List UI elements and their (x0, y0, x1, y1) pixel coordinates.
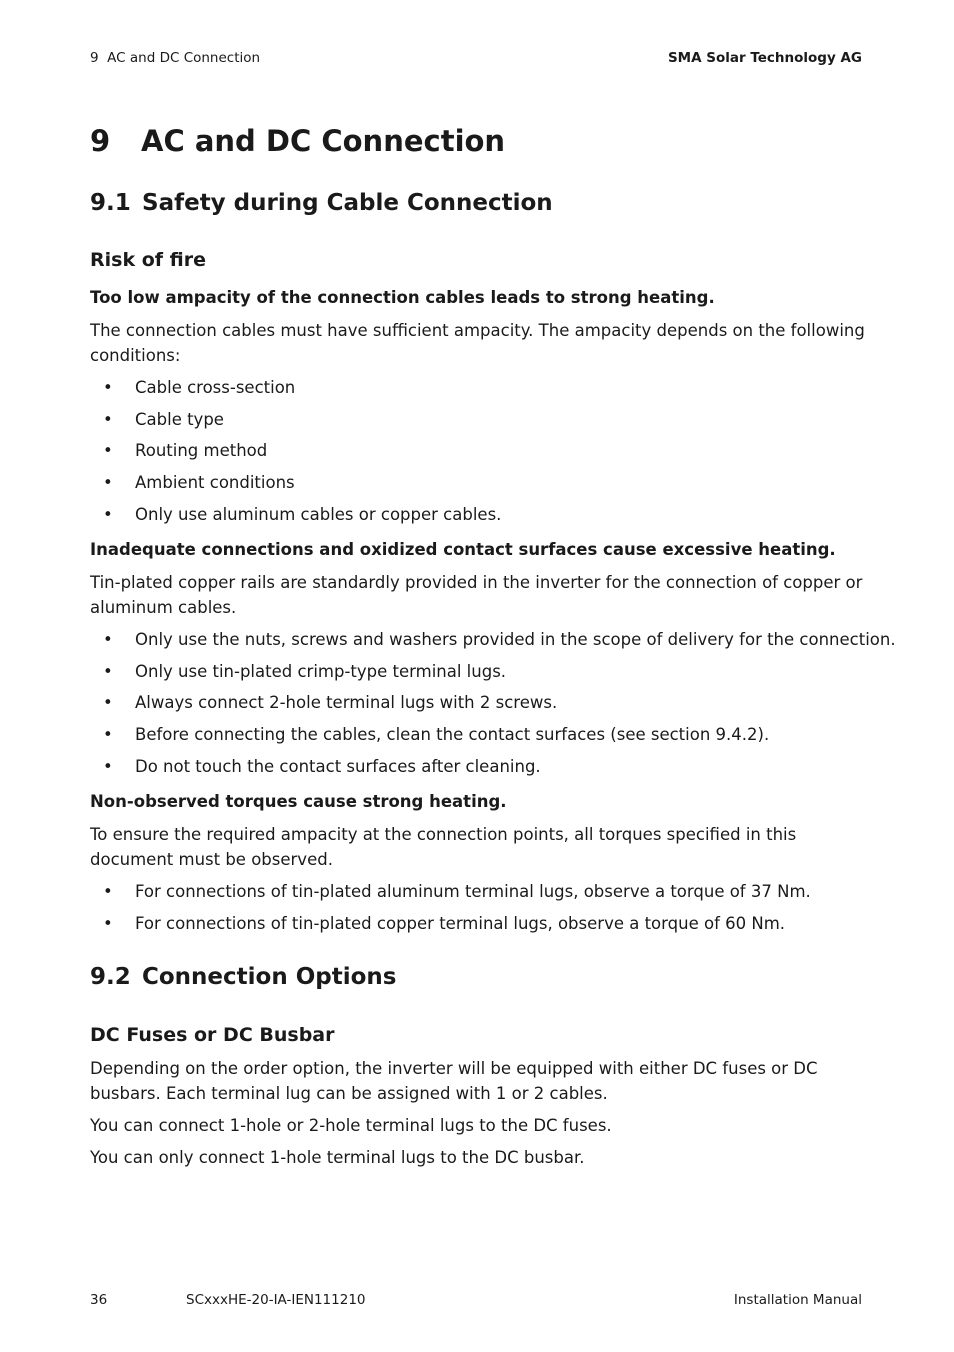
warning-connections: Inadequate connections and oxidized contact surfaces cause excessive heating. (90, 540, 836, 559)
bullet-icon: • (103, 882, 113, 901)
bullet-icon: • (103, 693, 113, 712)
list-item: • Ambient conditions (90, 470, 295, 495)
document-type: Installation Manual (733, 1292, 862, 1308)
list-item: • Before connecting the cables, clean the contact surfaces (see section 9.4.2). (90, 722, 769, 747)
paragraph-dc-busbar: You can only connect 1-hole terminal lugs to the DC busbar. (90, 1148, 585, 1167)
bullet-icon: • (103, 378, 113, 397)
chapter-title-text: AC and DC Connection (141, 124, 506, 158)
paragraph-torques: To ensure the required ampacity at the connection points, all torques specified in this document must be observed. (90, 825, 797, 869)
bullet-icon: • (103, 410, 113, 429)
paragraph-order-option: Depending on the order option, the inverter will be equipped with either DC fuses or DC busbars. Each terminal lug can be assigned with 1 or 2 cables. (90, 1059, 818, 1103)
section-title-text: Connection Options (142, 964, 397, 990)
warning-torques: Non-observed torques cause strong heating. (90, 792, 507, 811)
subheading-dc-fuses: DC Fuses or DC Busbar (90, 1024, 335, 1046)
bullet-icon: • (103, 725, 113, 744)
chapter-title (90, 124, 505, 158)
section-title-text: Safety during Cable Connection (142, 190, 553, 216)
warning-ampacity: Too low ampacity of the connection cables leads to strong heating. (90, 288, 715, 307)
bullet-icon: • (103, 757, 113, 776)
bullet-icon: • (103, 473, 113, 492)
bullet-icon: • (103, 505, 113, 524)
running-header-company: SMA Solar Technology AG (667, 50, 862, 66)
subheading-risk-of-fire: Risk of fire (90, 249, 206, 271)
page-number: 36 (90, 1292, 108, 1308)
list-item: • Cable cross-section (90, 375, 295, 400)
section-title-9-1 (90, 190, 553, 216)
section-number: 9.1 (90, 190, 131, 216)
document-id: SCxxxHE-20-IA-IEN111210 (186, 1292, 366, 1308)
list-item: • Do not touch the contact surfaces after cleaning. (90, 754, 541, 779)
list-item: • Routing method (90, 438, 267, 463)
list-item: • Only use tin-plated crimp-type terminal lugs. (90, 659, 506, 684)
bullet-icon: • (103, 662, 113, 681)
chapter-number: 9 (90, 124, 111, 158)
bullet-icon: • (103, 630, 113, 649)
section-title-9-2 (90, 964, 396, 990)
bullet-icon: • (103, 441, 113, 460)
running-header-chapter: 9 AC and DC Connection (90, 50, 261, 66)
paragraph-copper-rails: Tin-plated copper rails are standardly provided in the inverter for the connection of copper or aluminum cables. (90, 573, 863, 617)
paragraph-dc-fuses: You can connect 1-hole or 2-hole terminal lugs to the DC fuses. (90, 1116, 612, 1135)
list-item: • Only use aluminum cables or copper cables. (90, 502, 501, 527)
list-item: • Always connect 2-hole terminal lugs with 2 screws. (90, 690, 557, 715)
list-item: • Only use the nuts, screws and washers provided in the scope of delivery for the connection. (90, 627, 896, 652)
list-item: • For connections of tin-plated aluminum terminal lugs, observe a torque of 37 Nm. (90, 879, 811, 904)
list-item: • Cable type (90, 407, 224, 432)
list-item: • For connections of tin-plated copper terminal lugs, observe a torque of 60 Nm. (90, 911, 785, 936)
section-number: 9.2 (90, 964, 131, 990)
paragraph-ampacity: The connection cables must have sufficient ampacity. The ampacity depends on the following conditions: (90, 321, 865, 365)
bullet-icon: • (103, 914, 113, 933)
